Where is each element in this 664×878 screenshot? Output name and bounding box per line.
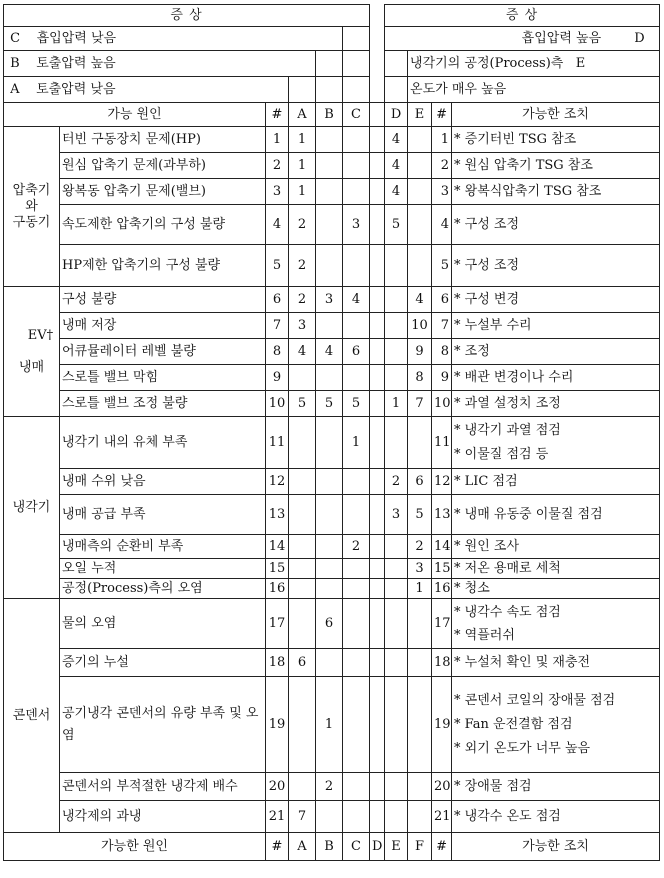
col-c: C (343, 103, 370, 127)
table-row: 스로틀 밸브 막힘 9 8 9 * 배관 변경이나 수리 (4, 365, 660, 391)
col-cause: 가능 원인 (4, 103, 266, 127)
table-row: 냉매 저장 7 3 10 7 * 누설부 수리 (4, 313, 660, 339)
footer-header-row: 가능한 원인 # A B C D E F # 가능한 조치 (4, 833, 660, 861)
section-ev-refrigerant: EV† 냉매 (4, 287, 60, 417)
section-condenser: 콘덴서 (4, 599, 60, 833)
table-row: 콘덴서의 부적절한 냉각제 배수 20 2 20 * 장애물 점검 (4, 773, 660, 801)
symptom-header-right: 증 상 (385, 5, 660, 27)
table-row: 냉매 수위 낮음 12 2 6 12 * LIC 점검 (4, 469, 660, 495)
legend-left-b: B 토출압력 높음 (4, 51, 316, 77)
col-a: A (289, 103, 316, 127)
table-row: 어큐뮬레이터 레벨 불량 8 4 4 6 9 8 * 조정 (4, 339, 660, 365)
table-row: 증기의 누설 18 6 18 * 누설처 확인 및 재충전 (4, 649, 660, 677)
table-row: 냉각제의 과냉 21 7 21 * 냉각수 온도 점검 (4, 801, 660, 833)
troubleshooting-table (3, 4, 660, 861)
section-compressor: 압축기 와 구동기 (4, 127, 60, 287)
table-row: EV† 냉매 구성 불량 6 2 3 4 4 6 * 구성 변경 (4, 287, 660, 313)
table-row: 오일 누적 15 3 15 * 저온 용매로 세척 (4, 559, 660, 579)
col-num-right: # (432, 103, 452, 127)
legend-row (4, 77, 660, 103)
col-b: B (316, 103, 343, 127)
col-num: # (266, 103, 289, 127)
table-row: 냉매측의 순환비 부족 14 2 2 14 * 원인 조사 (4, 535, 660, 559)
table-row: 공정(Process)측의 오염 16 1 16 * 청소 (4, 579, 660, 599)
legend-right-e-cont: 온도가 매우 높음 (408, 77, 660, 103)
table-row: 속도제한 압축기의 구성 불량 4 2 3 5 4 * 구성 조정 (4, 205, 660, 245)
table-row: HP제한 압축기의 구성 불량 5 2 5 * 구성 조정 (4, 245, 660, 287)
footer-cause: 가능한 원인 (4, 833, 266, 861)
col-action: 가능한 조치 (452, 103, 660, 127)
col-d: D (385, 103, 408, 127)
troubleshooting-sheet (3, 4, 660, 861)
table-row: 냉각기 냉각기 내의 유체 부족 11 1 11 * 냉각기 과열 점검 * 이물질 점검 등 (4, 417, 660, 469)
legend-row (4, 27, 660, 51)
table-row: 원심 압축기 문제(과부하) 2 1 4 2 * 원심 압축기 TSG 참조 (4, 153, 660, 179)
legend-right-d: 흡입압력 높음 D (385, 27, 660, 51)
col-e: E (408, 103, 432, 127)
table-row: 왕복동 압축기 문제(밸브) 3 1 4 3 * 왕복식압축기 TSG 참조 (4, 179, 660, 205)
legend-right-e: 냉각기의 공정(Process)측 E (408, 51, 660, 77)
table-row: 공기냉각 콘덴서의 유량 부족 및 오염 19 1 19 * 콘덴서 코일의 장애물 점검 * Fan 운전결함 점검 * 외기 온도가 너무 높음 (4, 677, 660, 773)
table-row: 콘덴서 물의 오염 17 6 17 * 냉각수 속도 점검 * 역플러쉬 (4, 599, 660, 649)
legend-left-c: C 흡입압력 낮음 (4, 27, 343, 51)
column-header-row (4, 103, 660, 127)
table-row: 스로틀 밸브 조정 불량 10 5 5 5 1 7 10 * 과열 설정치 조정 (4, 391, 660, 417)
table-row: 압축기 와 구동기 터빈 구동장치 문제(HP) 1 1 4 1 * 증기터빈 TSG 참조 (4, 127, 660, 153)
legend-row (4, 51, 660, 77)
legend-left-a: A 토출압력 낮음 (4, 77, 289, 103)
symptom-header-row (4, 5, 660, 27)
symptom-header-left: 증 상 (4, 5, 370, 27)
section-cooler: 냉각기 (4, 417, 60, 599)
footer-action: 가능한 조치 (452, 833, 660, 861)
table-row: 냉매 공급 부족 13 3 5 13 * 냉매 유동중 이물질 점검 (4, 495, 660, 535)
